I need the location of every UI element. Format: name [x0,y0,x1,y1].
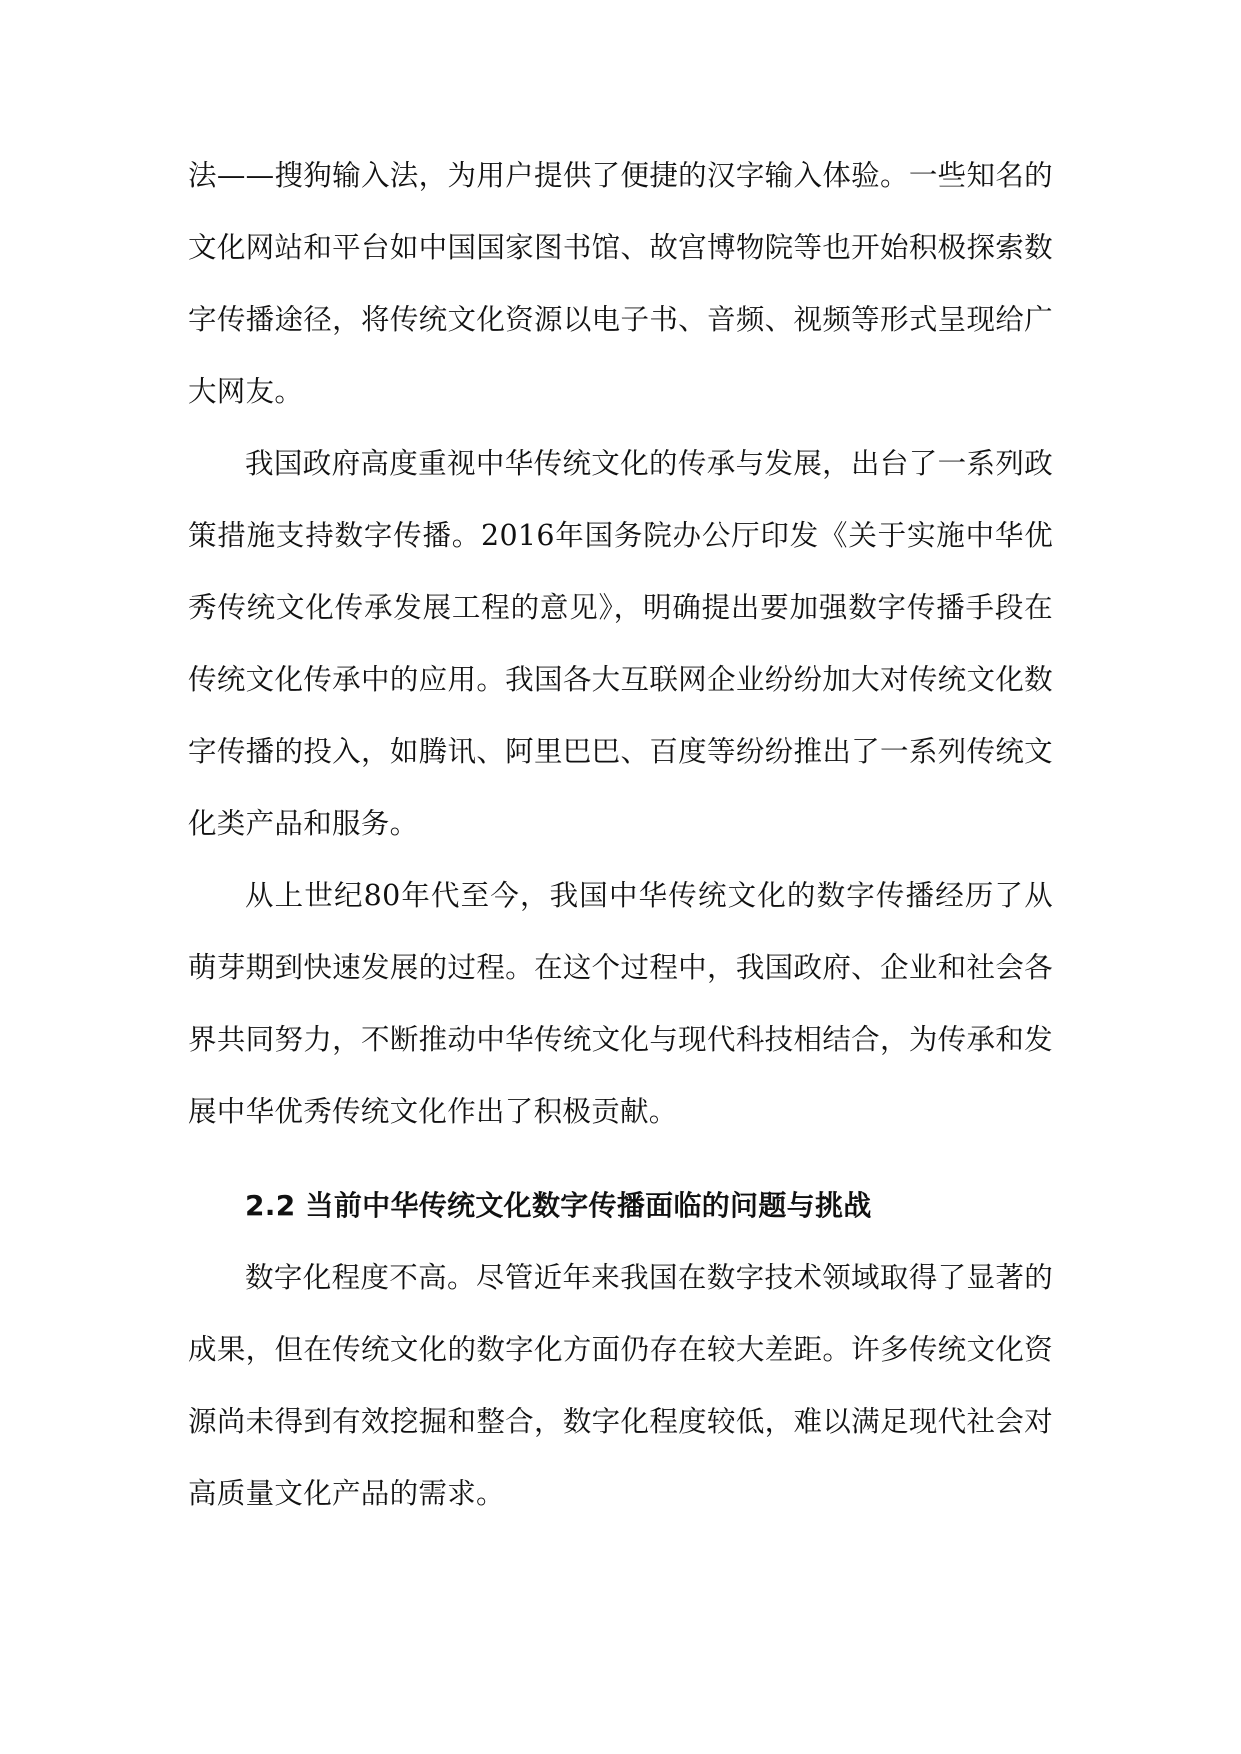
paragraph-development-summary: 从上世纪80年代至今，我国中华传统文化的数字传播经历了从萌芽期到快速发展的过程。在这个过程中，我国政府、企业和社会各界共同努力，不断推动中华传统文化与现代科技相结合，为传承和发展中华优秀传统文化作出了积极贡献。 [188,879,1053,1128]
section-heading-2-2: 2.2 当前中华传统文化数字传播面临的问题与挑战 [245,1189,872,1222]
paragraph-government-policy: 我国政府高度重视中华传统文化的传承与发展，出台了一系列政策措施支持数字传播。2016年国务院办公厅印发《关于实施中华优秀传统文化传承发展工程的意见》，明确提出要加强数字传播手段在传统文化传承中的应用。我国各大互联网企业纷纷加大对传统文化数字传播的投入，如腾讯、阿里巴巴、百度等纷纷推出了一系列传统文化类产品和服务。 [188,447,1053,840]
paragraph-digitization-level: 数字化程度不高。尽管近年来我国在数字技术领域取得了显著的成果，但在传统文化的数字化方面仍存在较大差距。许多传统文化资源尚未得到有效挖掘和整合，数字化程度较低，难以满足现代社会对高质量文化产品的需求。 [188,1261,1053,1510]
document-body [188,140,1053,1530]
paragraph-continued: 法——搜狗输入法，为用户提供了便捷的汉字输入体验。一些知名的文化网站和平台如中国国家图书馆、故宫博物院等也开始积极探索数字传播途径，将传统文化资源以电子书、音频、视频等形式呈现给广大网友。 [188,159,1053,408]
